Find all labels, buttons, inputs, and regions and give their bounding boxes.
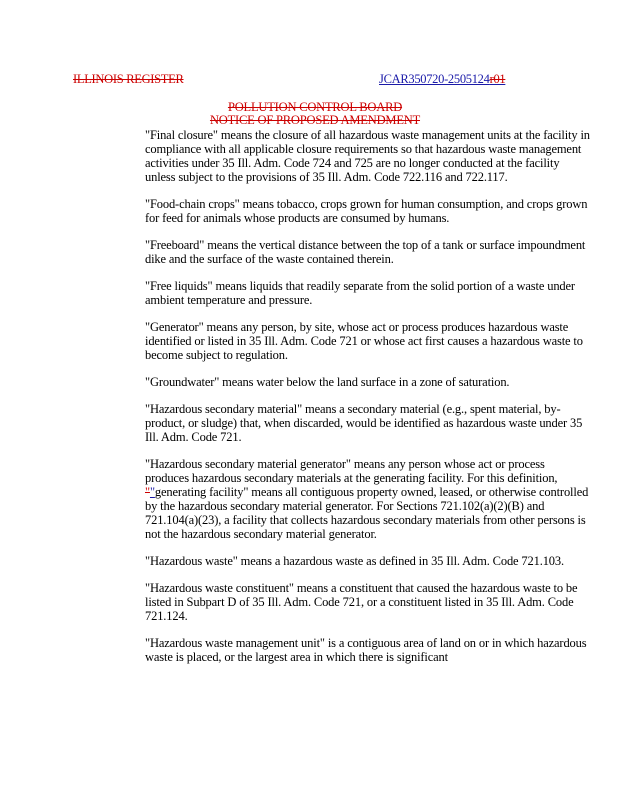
definition-hazardous-waste-management-unit: "Hazardous waste management unit" is a contiguous area of land on or in which hazardous waste is placed, or the largest area in which there is significant (145, 636, 587, 664)
register-header: ILLINOIS REGISTER (73, 72, 184, 86)
notice-title: NOTICE OF PROPOSED AMENDMENT (209, 113, 421, 127)
document-code-base: JCAR350720-2505124 (379, 72, 490, 86)
document-body (145, 128, 591, 677)
definition-freeboard: "Freeboard" means the vertical distance between the top of a tank or surface impoundment dike and the surface of the waste contained therein. (145, 238, 586, 266)
definition-text-end: generating facility" means all contiguous property owned, leased, or otherwise controlled by the hazardous secondary material generator. For Sections 721.102(a)(2)(B) and 721.104(a)(23), a facility that collects hazardous secondary materials from other persons is not the hazardous secondary material generator. (145, 485, 589, 541)
definition-hazardous-waste-constituent: "Hazardous waste constituent" means a constituent that caused the hazardous waste to be listed in Subpart D of 35 Ill. Adm. Code 721, or a constituent listed in 35 Ill. Adm. Code 721.124. (145, 581, 578, 623)
definition-hazardous-secondary-material: "Hazardous secondary material" means a secondary material (e.g., spent material, by-product, or sludge) that, when discarded, would be identified as hazardous waste under 35 Ill. Adm. Code 721. (145, 402, 583, 444)
definition-free-liquids: "Free liquids" means liquids that readily separate from the solid portion of a waste under ambient temperature and pressure. (145, 279, 575, 307)
definition-hazardous-secondary-material-generator (145, 457, 591, 541)
document-code-revision: r01 (489, 72, 506, 86)
definition-generator: "Generator" means any person, by site, whose act or process produces hazardous waste identified or listed in 35 Ill. Adm. Code 721 or whose act first causes a hazardous waste to become subject to regulation. (145, 320, 583, 362)
inserted-quote-mark: " (149, 485, 155, 499)
definition-food-chain-crops: "Food-chain crops" means tobacco, crops grown for human consumption, and crops grown for feed for animals whose products are consumed by humans. (145, 197, 588, 225)
agency-heading (190, 101, 440, 127)
definition-text-start: "Hazardous secondary material generator" means any person whose act or process produces hazardous secondary materials at the generating facility. For this definition, (145, 457, 558, 485)
agency-name: POLLUTION CONTROL BOARD (227, 100, 403, 114)
deleted-quote-mark: " (145, 485, 150, 499)
definition-final-closure: "Final closure" means the closure of all hazardous waste management units at the facility in compliance with all applicable closure requirements so that hazardous waste management activities under 35 Ill. Adm. Code 724 and 725 are no longer conducted at the facility unless subject to the provisions of 35 Ill. Adm. Code 722.116 and 722.117. (145, 128, 590, 184)
document-code (379, 72, 505, 87)
definition-hazardous-waste: "Hazardous waste" means a hazardous waste as defined in 35 Ill. Adm. Code 721.103. (145, 554, 564, 568)
definition-groundwater: "Groundwater" means water below the land surface in a zone of saturation. (145, 375, 510, 389)
